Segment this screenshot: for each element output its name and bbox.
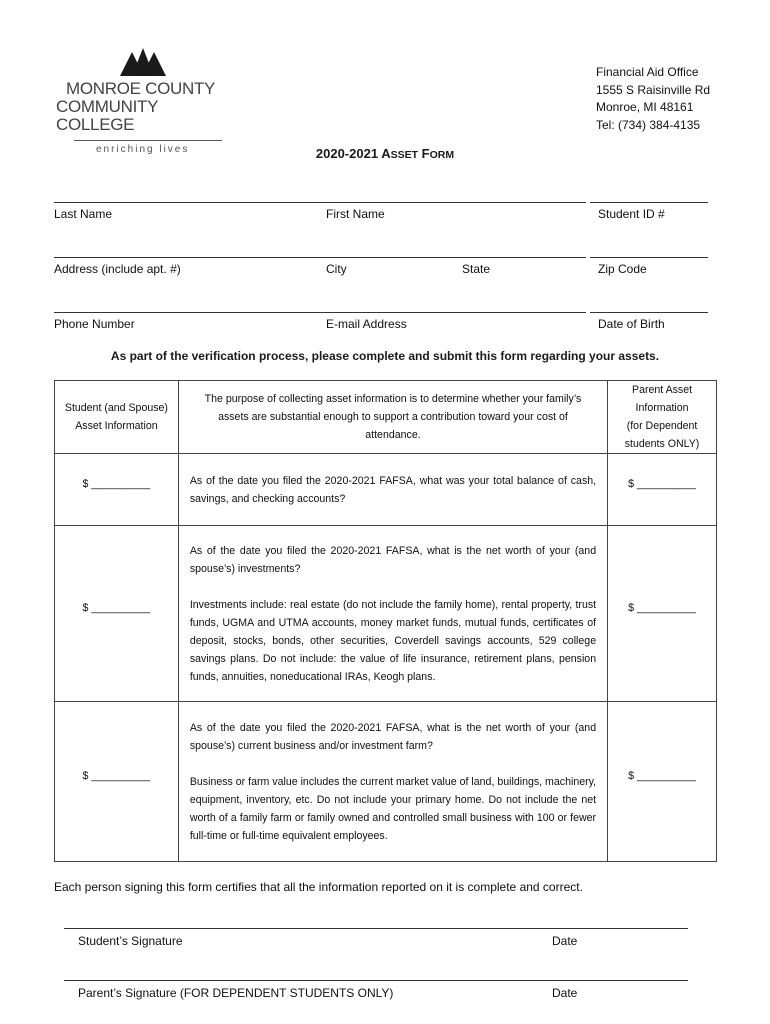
table-row [55, 454, 717, 526]
parent-cash-amount[interactable]: $ __________ [608, 454, 717, 526]
student-header-line1: Student (and Spouse) [64, 402, 168, 414]
date-of-birth-line[interactable] [590, 312, 708, 313]
student-id-line[interactable] [590, 202, 708, 203]
form-title [0, 146, 770, 161]
college-name-line2: COMMUNITY COLLEGE [56, 97, 158, 134]
student-investments-amount[interactable]: $ __________ [55, 526, 179, 702]
office-phone: Tel: (734) 384-4135 [596, 117, 701, 132]
city-label: City [326, 262, 347, 276]
email-address-label: E-mail Address [326, 317, 407, 331]
parent-header-line3: (for Dependent [626, 420, 698, 432]
certification-statement: Each person signing this form certifies that all the information reported on it is complete and correct. [54, 880, 583, 894]
parent-date-label: Date [552, 986, 578, 1000]
address-row [54, 257, 708, 297]
contact-row [54, 312, 708, 352]
purpose-header-cell: The purpose of collecting asset information is to determine whether your family’s assets are substantial enough to support a contribution toward your cost of attendance. [178, 381, 607, 454]
asset-table-header [55, 381, 717, 454]
verification-notice: As part of the verification process, please complete and submit this form regarding your assets. [110, 349, 660, 363]
parent-header-cell [608, 381, 717, 454]
table-row [55, 526, 717, 702]
cash-question: As of the date you filed the 2020-2021 FAFSA, what was your total balance of cash, savings, and checking accounts? [189, 474, 597, 505]
contact-line[interactable] [54, 312, 586, 313]
title-letter-a: A [381, 146, 391, 161]
first-name-label: First Name [326, 207, 385, 221]
college-name-line1: MONROE COUNTY [66, 79, 216, 98]
parent-header-line4: students ONLY) [624, 438, 700, 450]
asset-table [54, 380, 717, 862]
zip-code-line[interactable] [590, 257, 708, 258]
parent-header-line1: Parent Asset [632, 384, 693, 396]
college-name [56, 80, 231, 134]
title-letter-f: F [421, 146, 430, 161]
student-signature-line[interactable] [64, 928, 688, 929]
investments-details: Investments include: real estate (do not include the family home), rental property, trust funds, UGMA and UTMA accounts, money market funds, mutual funds, certificates of deposit, stocks, bonds, other securities, Coverdell savings accounts, 529 college savings plans. Do not include: the value of life insurance, retirement plans, pension funds, annuities, noneducational IRAs, Keogh plans. [189, 598, 597, 683]
college-mark-icon [120, 46, 166, 76]
office-street: 1555 S Raisinville Rd [596, 82, 711, 97]
business-details: Business or farm value includes the current market value of land, buildings, machinery, equipment, inventory, etc. Do not include your primary home. Do not include the net worth of a family farm or family owned and controlled small business with 100 or fewer full-time or full-time equivalent employees. [189, 775, 597, 842]
student-header-line2: Asset Information [75, 420, 158, 432]
parent-business-amount[interactable]: $ __________ [608, 702, 717, 862]
business-question: As of the date you filed the 2020-2021 FAFSA, what is the net worth of your (and spouse’s) current business and/or investment farm? [189, 721, 597, 752]
parent-signature-line[interactable] [64, 980, 688, 981]
zip-code-label: Zip Code [598, 262, 647, 276]
name-row [54, 202, 708, 242]
student-id-label: Student ID # [598, 207, 665, 221]
parent-investments-amount[interactable]: $ __________ [608, 526, 717, 702]
title-rest-a: SSET [390, 149, 419, 161]
investments-question-cell [178, 526, 607, 702]
date-of-birth-label: Date of Birth [598, 317, 665, 331]
last-name-label: Last Name [54, 207, 113, 221]
form-title-year: 2020-2021 [315, 146, 379, 161]
table-row [55, 702, 717, 862]
investments-question: As of the date you filed the 2020-2021 FAFSA, what is the net worth of your (and spouse’s) investments? [189, 544, 597, 575]
student-cash-amount[interactable]: $ __________ [55, 454, 179, 526]
logo-divider [74, 140, 222, 141]
student-signature-row [64, 928, 688, 958]
office-name: Financial Aid Office [596, 65, 699, 79]
phone-number-label: Phone Number [54, 317, 135, 331]
cash-question-cell [178, 454, 607, 526]
student-signature-label: Student’s Signature [78, 934, 183, 948]
parent-signature-label: Parent’s Signature (FOR DEPENDENT STUDENTS ONLY) [78, 986, 394, 1000]
state-label: State [462, 262, 491, 276]
title-rest-f: ORM [429, 149, 455, 161]
address-label: Address (include apt. #) [54, 262, 181, 276]
business-question-cell [178, 702, 607, 862]
student-business-amount[interactable]: $ __________ [55, 702, 179, 862]
office-address [596, 64, 710, 134]
student-header-cell [55, 381, 179, 454]
parent-signature-row [64, 980, 688, 1010]
address-line[interactable] [54, 257, 586, 258]
student-date-label: Date [552, 934, 578, 948]
parent-header-line2: Information [635, 402, 689, 414]
name-line[interactable] [54, 202, 586, 203]
college-tagline: enriching lives [96, 144, 190, 155]
office-city: Monroe, MI 48161 [596, 100, 694, 114]
college-logo [56, 46, 231, 155]
